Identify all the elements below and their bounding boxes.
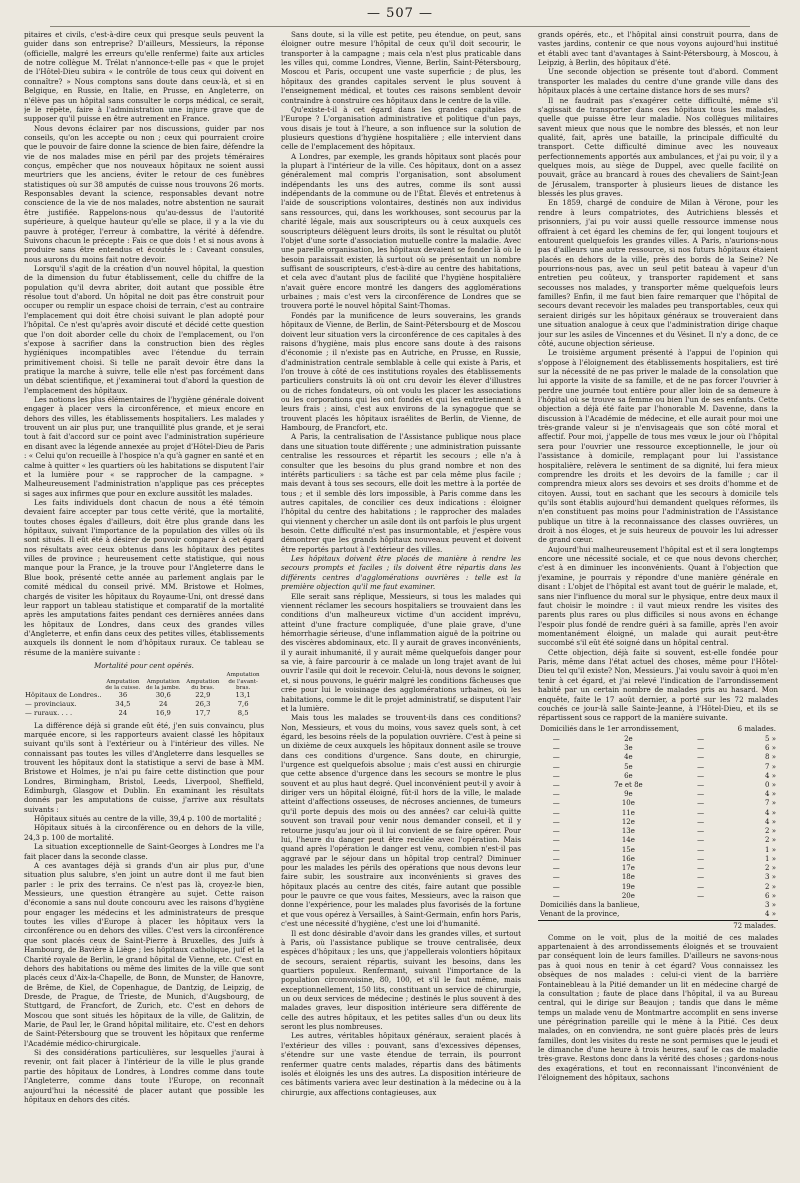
table-cell: — bbox=[697, 873, 705, 882]
table-cell: 1 » bbox=[765, 854, 776, 863]
table-cell: — bbox=[697, 753, 705, 762]
table-row bbox=[538, 772, 778, 781]
paragraph: Le troisième argument présenté à l'appui de l'opinion qui s'oppose à l'éloignement des établissements hospitaliers, est tiré sur la nécessité de ne pas priver le malade de la consolation que lui apporte la visite de sa famille, et de ne pas forcer l'ouvrier à perdre une journée tout entière pour aller loin de sa demeure à l'hôpital où se trouve sa femme ou bien l'un de ses enfants. Cette objection a déjà été faite par l'honorable M. Davenne, dans la discussion à l'Académie de médecine, et elle aurait pour moi une très-grande valeur si je n'envisageais que son côté moral et affectif. Pour moi, j'appelle de tous mes vœux le jour où l'hôpital sera pour l'ouvrier une ressource exceptionnelle, le jour où l'assistance à domicile, remplaçant pour lui l'assistance hospitalière, relèvera le sentiment de sa dignité, lui fera mieux comprendre les droits et les devoirs de la famille ; car il comprendra mieux alors ses devoirs et ses droits d'homme et de citoyen. Aussi, tout en sachant que les secours à domicile tels qu'ils sont établis aujourd'hui demandent quelques réformes, ils n'en constituent pas moins pour l'administration de l'Assistance publique un titre à la reconnaissance des classes ouvrières, un droit à nos éloges, et je suis heureux de pouvoir les lui adresser de grand cœur. bbox=[538, 348, 778, 545]
table-row bbox=[24, 700, 264, 709]
table-cell: 4 » bbox=[765, 771, 776, 780]
table-cell: — bbox=[697, 799, 705, 808]
table-cell: 34,5 bbox=[115, 699, 131, 708]
paragraph: Si des considérations particulières, sur lesquelles j'aurai à revenir, ont fait placer à l'intérieur de la ville le plus grande partie des hôpitaux de Londres, à Londres comme dans toute l'Angleterre, comme dans toute l'Europe, on reconnaît aujourd'hui la nécessité de placer autant que possible les hôpitaux en dehors des cités. bbox=[24, 1048, 264, 1104]
table-cell: — bbox=[552, 873, 560, 882]
paragraph: En 1859, chargé de conduire de Milan à Vérone, pour les rendre à leurs compatriotes, des Autrichiens blessés et prisonniers, j'ai pu voir aussi quelle ressource immense nous offraient à cet égard les chemins de fer, qui longent toujours et entourent quelquefois les grandes villes. A Paris, n'aurions-nous pas d'ailleurs une autre ressource, si nos futurs hôpitaux étaient placés en dehors de la ville, près des bords de la Seine? Ne pourrions-nous pas, avec un seul petit bateau à vapeur d'un entretien peu coûteux, y transporter rapidement et sans secousses nos malades, y transporter même quelquefois leurs familles? Enfin, il me faut bien faire remarquer que l'hôpital de secours devant recevoir les malades peu transportables, ceux qui seraient dirigés sur les hôpitaux généraux se trouveraient dans une situation analogue à ceux que l'administration dirige chaque jour sur les asiles de Vincennes et du Vésinet. Il n'y a donc, de ce côté, aucune objection sérieuse. bbox=[538, 198, 778, 348]
table-cell: 6 » bbox=[765, 744, 776, 753]
table-cell: — bbox=[697, 845, 705, 854]
table-cell: 22,9 bbox=[195, 690, 211, 699]
table-cell: — ruraux. . . . bbox=[25, 708, 73, 717]
paragraph: Mais tous les malades se trouvent-ils dans ces conditions? Non, Messieurs, et vous du moins, vous savez quels sont, à cet égard, les besoins réels de la population ouvrière. C'est à peine si un dixième de ceux auxquels les hôpitaux donnent asile se trouve dans ces conditions d'urgence. Sans doute, en chirurgie, l'urgence est quelquefois absolue ; mais c'est aussi en chirurgie que cette absence d'urgence dans les secours se montre le plus souvent et au plus haut degré. Quel inconvénient peut-il y avoir à diriger vers un hôpital éloigné, fût-il hors de la ville, le malade atteint d'affections osseuses, de nécroses anciennes, de tumeurs qu'il porte depuis des mois ou des années? car celui-là quitte souvent son travail pour venir nous demander conseil, et il y retourne jusqu'au jour où il lui convient de se faire opérer. Pour lui, l'heure du danger peut être reculée avec l'opération. Mais quand après l'opération le danger est venu, combien n'est-il pas aggravé par le séjour dans un hôpital trop central? Diminuer pour les malades les périls des opérations que nous devons leur faire subir, les soustraire aux inconvénients si graves des hôpitaux placés au centre des cités, faire autant que possible pour le pauvre ce que vous faites, Messieurs, avec la raison que donne l'expérience, pour les malades plus favorisés de la fortune et que vous opérez à Versailles, à Saint-Germain, enfin hors Paris, c'est une nécessité d'hygiène, c'est une loi d'humanité. bbox=[281, 713, 521, 929]
table-cell: — bbox=[552, 836, 560, 845]
table-cell: — bbox=[552, 808, 560, 817]
table-cell: 16,9 bbox=[155, 708, 171, 717]
mortality-table bbox=[24, 672, 264, 717]
table-cell: 5e bbox=[624, 762, 633, 771]
table-cell: 6e bbox=[624, 771, 633, 780]
table-cell: — bbox=[552, 827, 560, 836]
table-cell: — bbox=[552, 790, 560, 799]
table-cell: — bbox=[552, 799, 560, 808]
table-cell: — bbox=[697, 808, 705, 817]
table-cell: 30,6 bbox=[155, 690, 171, 699]
paragraph: pitaires et civils, c'est-à-dire ceux qui presque seuls peuvent la guider dans son entreprise? D'ailleurs, Messieurs, la réponse (officielle, malgré les erreurs qu'elle renferme) faite aux articles de notre collègue M. Trélat n'annonce-t-elle pas « que le projet de l'Hôtel-Dieu subira « le contrôle de tous ceux qui doivent en connaître? » Nous comptons sans doute dans ceux-là, et si en Belgique, en Russie, en Italie, en Prusse, en Angleterre, on n'élève pas un hôpital sans consulter le corps médical, ce serait, je le répète, faire à l'administration une injure grave que de supposer qu'il puisse en être autrement en France. bbox=[24, 30, 264, 124]
table-cell: 11e bbox=[621, 808, 635, 817]
table-cell: 7,6 bbox=[237, 699, 249, 708]
table-cell: 17,7 bbox=[195, 708, 211, 717]
page-number: — 507 — bbox=[366, 6, 434, 21]
paragraph: A ces avantages déjà si grands d'un air plus pur, d'une situation plus salubre, s'en joint un autre dont il me faut bien parler : le prix des terrains. Ce n'est pas là, croyez-le bien, Messieurs, une question étrangère au sujet. Cette raison d'économie a sans nul doute concouru avec les raisons d'hygiène pour engager les médecins et les administrateurs de presque toutes les villes d'Europe à placer les hôpitaux vers la circonférence ou en dehors des villes. C'est vers la circonférence que sont placés ceux de Saint-Pierre à Bruxelles, des Juifs à Hambourg, de Bavière à Liège ; les hôpitaux catholique, juif et la Charité royale de Berlin, le grand hôpital de Vienne, etc. C'est en dehors des habitations ou même des limites de la ville que sont placés ceux d'Aix-la-Chapelle, de Bonn, de Munster, de Hanovre, de Brême, de Kiel, de Copenhague, de Dantzig, de Leipzig, de Dresde, de Prague, de Trieste, de Munich, d'Augsbourg, de Stuttgard, de Francfort, de Zurich, etc. C'est en dehors de Moscou que sont situés les hôpitaux de la ville, de Galitzin, de Marie, de Paul Ier, le Grand hôpital militaire, etc. C'est en dehors de Saint-Pétersbourg que se trouvent les hôpitaux que renferme l'Académie médico-chirurgicale. bbox=[24, 860, 264, 1048]
table-cell: 24 bbox=[158, 699, 168, 708]
table-cell: — bbox=[697, 891, 705, 900]
paragraph: Hôpitaux situés au centre de la ville, 39,4 p. 100 de mortalité ; bbox=[34, 814, 262, 824]
paragraph: A Londres, par exemple, les grands hôpitaux sont placés pour la plupart à l'intérieur de la ville. Ces hôpitaux, dont on a assez généralement mal compris l'organisation, sont absolument indépendants les uns des autres, comme ils sont aussi indépendants de la commune ou de l'État. Élevés et entretenus à l'aide de souscriptions volontaires, destinés non aux individus sans ressources, qui, dans les workhouses, sont secourus par la charité légale, mais aux souscripteurs ou à ceux auxquels ces souscripteurs délèguent leurs droits, ils sont le résultat ou plutôt l'objet d'une sorte d'association mutuelle contre la maladie. Avec une pareille organisation, les hôpitaux devaient se fonder là où le besoin paraissait exister, là surtout où se présentait un nombre suffisant de souscripteurs, c'est-à-dire au centre des habitations, et cela avec d'autant plus de facilité que l'hygiène hospitalière n'avait guère encore montré les dangers des agglomérations urbaines ; mais c'est vers la circonférence de Londres que se trouvera porté le nouvel hôpital Saint-Thomas. bbox=[281, 151, 521, 311]
paragraph: Sans doute, si la ville est petite, peu étendue, on peut, sans éloigner outre mesure l'hôpital de ceux qu'il doit secourir, le transporter à la campagne ; mais cela n'est plus praticable dans les villes qui, comme Londres, Vienne, Berlin, Saint-Pétersbourg, Moscou et Paris, occupent une vaste superficie ; de plus, les hôpitaux des grandes capitales servent le plus souvent à l'enseignement médical, et toutes ces raisons semblent devoir contraindre à construire ces hôpitaux dans le centre de la ville. bbox=[281, 30, 521, 105]
table-cell: Domiciliés dans le 1er arrondissement, bbox=[540, 724, 680, 733]
table-row bbox=[538, 790, 778, 799]
table-cell: 16e bbox=[621, 854, 635, 863]
table-row bbox=[24, 691, 264, 700]
table-cell: — bbox=[697, 781, 705, 789]
table-row bbox=[538, 873, 778, 882]
table-cell: 6 » bbox=[765, 891, 776, 900]
paragraph: grands opérés, etc., et l'hôpital ainsi construit pourra, dans de vastes jardins, contenir ce que nous voyons aujourd'hui institué et établi avec tant d'avantages à Saint-Pétersbourg, à Moscou, à Leipzig, à Berlin, des hôpitaux d'été. bbox=[538, 30, 778, 68]
table-row bbox=[538, 901, 778, 910]
table-cell: 19e bbox=[621, 882, 635, 891]
table-header: Amputation de la jambe. bbox=[145, 678, 181, 691]
column-right bbox=[538, 30, 778, 1178]
table-cell: — bbox=[697, 734, 705, 743]
table-cell: — provinciaux. bbox=[25, 699, 77, 708]
table-title: Mortalité pour cent opérés. bbox=[94, 661, 194, 671]
paragraph: Les notions les plus élémentaires de l'hygiène générale doivent engager à placer vers la circonférence, et mieux encore en dehors des villes, les établissements hospitaliers. Les malades y trouvent un air plus pur, une tranquillité plus grande, et je serai tout à fait d'accord sur ce point avec l'administration supérieure en disant avec la légende annexée au projet d'Hôtel-Dieu de Paris : « Celui qu'on recueille à l'hospice n'a qu'à gagner en santé et en calme à quitter « les quartiers où les habitations se disputent l'air et la lumière pour « se rapprocher de la campagne. » Malheureusement l'administration n'applique pas ces préceptes si sages aux infirmes que pour en exclure aussitôt les malades. bbox=[24, 395, 264, 498]
table-cell: — bbox=[697, 836, 705, 845]
table-cell: Domiciliés dans la banlieue, bbox=[540, 901, 640, 910]
table-header-row bbox=[24, 672, 264, 690]
table-cell: — bbox=[697, 882, 705, 891]
table-cell: 4 » bbox=[765, 790, 776, 799]
paragraph: Elle serait sans réplique, Messieurs, si tous les malades qui viennent réclamer les secours hospitaliers se trouvaient dans les conditions d'un malheureux victime d'un accident imprévu, atteint d'une fracture compliquée, d'une plaie grave, d'une hémorrhagie sérieuse, d'une inflammation aiguë de la poitrine ou des viscères abdominaux, etc. Il y aurait de graves inconvénients, il y aurait inhumanité, il y aurait même quelquefois danger pour sa vie, à faire parcourir à ce malade un long trajet avant de lui ouvrir l'asile qui doit le recevoir. Celui-là, nous devons le soigner, et, si nous pouvons, le guérir malgré les conditions fâcheuses que crée pour lui le voisinage des agglomérations urbaines, où les habitations, comme le dit le projet administratif, se disputent l'air et la lumière. bbox=[281, 591, 521, 713]
table-row bbox=[538, 818, 778, 827]
table-cell: 2 » bbox=[765, 864, 776, 873]
table-cell: 4 » bbox=[765, 817, 776, 826]
table-cell: 6 malades. bbox=[737, 724, 776, 733]
table-row bbox=[538, 883, 778, 892]
table-header-row bbox=[538, 725, 778, 735]
table-cell: 36 bbox=[118, 690, 128, 699]
paragraph: Hôpitaux situés à la circonférence ou en dehors de la ville, 24,3 p. 100 de mortalité. bbox=[24, 823, 264, 842]
table-row bbox=[538, 744, 778, 753]
table-cell: 3 » bbox=[765, 901, 776, 910]
domicile-table bbox=[538, 725, 778, 931]
table-cell: — bbox=[552, 864, 560, 873]
paragraph: Fondés par la munificence de leurs souverains, les grands hôpitaux de Vienne, de Berlin, de Saint-Pétersbourg et de Moscou doivent leur situation vers la circonférence de ces capitales à des raisons d'hygiène, mais plus encore sans doute à des raisons d'économie ; il n'existe pas en Autriche, en Prusse, en Russie, d'administration centrale semblable à celle qui existe à Paris, et l'on trouve à côté de ces institutions royales des établissements particuliers construits là où ont cru devoir les élever d'illustres ou de riches fondateurs, où ont voulu les placer les associations ou les corporations qui les ont fondés et qui les entretiennent à leurs frais ; ainsi, c'est aux environs de la synagogue que se trouvent placés les hôpitaux israélites de Berlin, de Vienne, de Hambourg, de Francfort, etc. bbox=[281, 310, 521, 433]
table-row bbox=[538, 827, 778, 836]
table-cell: 8 » bbox=[765, 753, 776, 762]
paragraph: Nous devons éclairer par nos discussions, guider par nos conseils, qu'on les accepte ou non ; ceux qui pourraient croire que le pouvoir de faire donne la science de bien faire, défendre la vie de nos malades mise en péril par des projets téméraires conçus, empêcher que nos nouveaux hôpitaux ne soient aussi meurtriers que les anciens, éviter le retour de ces funèbres statistiques où sur 38 amputés de cuisse nous trouvons 26 morts. Responsables devant la science, responsables devant notre conscience de la vie de nos malades, notre abstention ne saurait être justifiée. Rappelons-nous qu'au-dessus de l'autorité supérieure, à quelque hauteur qu'elle se place, il y a la vie du pauvre à protéger, l'erreur à combattre, la vérité à défendre. Suivons chacun le précepte : Fais ce que dois ! et si nous avons à produire sans être entendus et écoutés le : Caveant consules, nous aurons du moins fait notre devoir. bbox=[24, 123, 264, 264]
table-cell: 2 » bbox=[765, 827, 776, 836]
table-row bbox=[538, 799, 778, 808]
table-cell: 13e bbox=[621, 827, 635, 836]
paragraph: Lorsqu'il s'agit de la création d'un nouvel hôpital, la question de la dimension du futur établissement, celle du chiffre de la population qu'il devra abriter, doit autant que possible être résolue tout d'abord. Un hôpital ne doit pas être construit pour occuper ou remplir un espace choisi de terrain, c'est au contraire l'emplacement qui doit être choisi suivant le plan adopté pour l'hôpital. Ce n'est qu'après avoir discuté et décidé cette question que l'on doit aborder celle du choix de l'emplacement, ou l'on s'expose à sacrifier dans la construction bien des règles hygiéniques incompatibles avec l'étendue du terrain primitivement choisi. Si telle ne paraît devoir être dans la pratique la marche à suivre, telle elle n'est pas forcément dans un débat scientifique, et j'examinerai tout d'abord la question de l'emplacement des hôpitaux. bbox=[24, 263, 264, 395]
table-row bbox=[538, 763, 778, 772]
table-cell: 24 bbox=[118, 708, 128, 717]
table-total-row bbox=[538, 920, 778, 931]
paragraph: Les hôpitaux doivent être placés de manière à rendre les secours prompts et faciles ; ils doivent être répartis dans les différents centres d'agglomérations ouvrières : telle est la première objection qu'il me faut examiner. bbox=[281, 554, 521, 592]
table-cell: 15e bbox=[621, 845, 635, 854]
table-cell: 5 » bbox=[765, 734, 776, 743]
table-row bbox=[538, 855, 778, 864]
table-cell: 0 » bbox=[765, 781, 776, 789]
table-cell: — bbox=[552, 891, 560, 900]
table-cell: — bbox=[697, 817, 705, 826]
table-cell: 2 » bbox=[765, 836, 776, 845]
table-cell: 2 » bbox=[765, 882, 776, 891]
header-rule bbox=[50, 26, 750, 27]
table-cell: — bbox=[552, 845, 560, 854]
table-cell: — bbox=[552, 817, 560, 826]
table-row bbox=[538, 846, 778, 855]
paragraph: Les autres, véritables hôpitaux généraux, seraient placés à l'extérieur des villes : pouvant, sans d'excessives dépenses, s'étendre sur une vaste étendue de terrain, ils pourront renfermer quatre cents malades, répartis dans des bâtiments isolés et éloignés les uns des autres. La disposition intérieure de ces bâtiments variera avec leur destination à la médecine ou à la chirurgie, aux affections contagieuses, aux bbox=[281, 1031, 521, 1097]
table-row bbox=[538, 781, 778, 790]
table-cell: — bbox=[552, 744, 560, 753]
table-cell: — bbox=[552, 882, 560, 891]
table-cell: 4e bbox=[624, 753, 633, 762]
paragraph: Les faits individuels dont chacun de nous a été témoin devaient faire accepter par tous cette vérité, que la mortalité, toutes choses égales d'ailleurs, doit être plus grande dans les hôpitaux, suivant l'importance de la population des villes où ils sont situés. Il eût été à désirer de pouvoir comparer à cet égard nos résultats avec ceux obtenus dans les hôpitaux des petites villes de province ; heureusement cette statistique, qui nous manque pour la France, je la trouve pour l'Angleterre dans le Blue book, présenté cette année au parlement anglais par le comité médical du conseil privé. MM. Bristowe et Holmes, chargés de visiter les hôpitaux du Royaume-Uni, ont dressé dans leur rapport un tableau statistique et comparatif de la mortalité après les amputations faites pendant ces dernières années dans les hôpitaux de Londres, dans ceux des grandes villes d'Angleterre, et enfin dans ceux des petites villes, établissements auxquels ils donnent le nom d'hôpitaux ruraux. Ce tableau se résume de la manière suivante : bbox=[24, 497, 264, 657]
paragraph: Aujourd'hui malheureusement l'hôpital est et il sera longtemps encore une nécessité sociale, et ce que nous devons chercher, c'est à en diminuer les inconvénients. Quant à l'objection que j'examine, je pourrais y répondre d'une manière générale en disant : L'objet de l'hôpital est avant tout de guérir le malade, et, sans nier l'influence du moral sur le physique, entre deux maux il faut choisir le moindre : il vaut mieux rendre les visites des parents plus rares ou plus difficiles si nous avons en échange l'espoir plus fondé de rendre guéri à sa famille, après l'en avoir momentanément éloigné, un malade qui aurait peut-être succombé s'il eût été soigné dans un hôpital central. bbox=[538, 544, 778, 648]
table-header: Amputation de la cuisse. bbox=[105, 678, 141, 691]
table-cell: 3e bbox=[624, 744, 633, 753]
table-cell: 7 » bbox=[765, 799, 776, 808]
table-cell: — bbox=[552, 771, 560, 780]
table-cell: 18e bbox=[621, 873, 635, 882]
table-row bbox=[538, 753, 778, 762]
table-cell: 3 » bbox=[765, 873, 776, 882]
column-middle bbox=[281, 30, 521, 1178]
table-total: 72 malades. bbox=[719, 920, 778, 931]
paragraph: Il ne faudrait pas s'exagérer cette difficulté, même s'il s'agissait de transporter dans ces hôpitaux tous les malades, quelle que puisse être leur maladie. Nos collègues militaires savent mieux que nous que le nombre des blessés, et non leur qualité, fait, après une bataille, la principale difficulté du transport. Cette difficulté diminue avec les nouveaux perfectionnements apportés aux ambulances, et j'ai pu voir, il y a quelques mois, au siège de Duppel, avec quelle facilité on pouvait, grâce au brancard à roues des chevaliers de Saint-Jean de Jérusalem, transporter à plusieurs lieues de distance les blessés les plus graves. bbox=[538, 95, 778, 199]
table-cell: 20e bbox=[621, 891, 635, 900]
table-cell: — bbox=[552, 753, 560, 762]
table-cell: — bbox=[697, 771, 705, 780]
table-cell: 7e et 8e bbox=[614, 781, 643, 789]
paragraph: La situation exceptionnelle de Saint-Georges à Londres me l'a fait placer dans la seconde classe. bbox=[24, 842, 264, 861]
table-header: Amputation du bras. bbox=[186, 678, 220, 691]
table-cell: 10e bbox=[621, 799, 635, 808]
paragraph: La différence déjà si grande eût été, j'en suis convaincu, plus marquée encore, si les rapporteurs avaient classé les hôpitaux suivant qu'ils sont à l'extérieur ou à l'intérieur des villes. Ne connaissant pas toutes les villes d'Angleterre dans lesquelles se trouvent les hôpitaux dont la statistique a servi de base à MM. Bristowe et Holmes, je n'ai pu faire cette distinction que pour Londres, Birmingham, Bristol, Leeds, Liverpool, Sheffield, Edimburgh, Glasgow et Dublin. En examinant les résultats donnés par les amputations de cuisse, j'arrive aux résultats suivants : bbox=[24, 720, 264, 814]
table-cell: 14e bbox=[621, 836, 635, 845]
table-cell: Venant de la province, bbox=[540, 910, 620, 919]
paragraph: Une seconde objection se présente tout d'abord. Comment transporter les malades du centre d'une grande ville dans des hôpitaux placés à une certaine distance hors de ses murs? bbox=[538, 67, 778, 96]
table-cell: 1 » bbox=[765, 845, 776, 854]
paragraph: Il est donc désirable d'avoir dans les grandes villes, et surtout à Paris, où l'assistance publique se trouve centralisée, deux espèces d'hôpitaux ; les uns, que j'appellerais volontiers hôpitaux de secours, seraient répartis, suivant les besoins, dans les quartiers populeux. Renfermant, suivant l'importance de la population circonvoisine, 80, 100, et s'il le faut même, mais exceptionnellement, 150 lits, constituant un service de chirurgie, un ou deux services de médecine ; destinés le plus souvent à des malades graves, leur disposition intérieure sera différente de celle des autres hôpitaux, et les petites salles d'un ou deux lits seront les plus nombreuses. bbox=[281, 928, 521, 1032]
paragraph: A Paris, la centralisation de l'Assistance publique nous place dans une situation toute différente ; une administration puissante centralise les ressources et répartit les secours ; elle n'a à consulter que les besoins du plus grand nombre et non des intérêts particuliers : sa tâche est par cela même plus facile ; mais devant à tous ses secours, elle doit les mettre à la portée de tous ; et il semble dès lors impossible, à Paris comme dans les autres capitales, de concilier ces deux indications : éloigner l'hôpital du centre des habitations ; le rapprocher des malades qui viennent y chercher un asile dont ils ont parfois le plus urgent besoin. Cette difficulté n'est pas insurmontable, et j'espère vous démontrer que les grands hôpitaux nouveaux peuvent et doivent être reportés partout à l'extérieur des villes. bbox=[281, 432, 521, 554]
table-row bbox=[538, 809, 778, 818]
table-cell: 26,3 bbox=[195, 699, 211, 708]
paragraph: Qu'existe-t-il à cet égard dans les grandes capitales de l'Europe ? L'organisation administrative et politique d'un pays, vous disais je tout à l'heure, a son influence sur la solution de plusieurs questions d'hygiène hospitalière ; elle intervient dans celle de l'emplacement des hôpitaux. bbox=[281, 104, 521, 152]
table-row bbox=[538, 864, 778, 873]
table-cell: — bbox=[697, 854, 705, 863]
table-cell: — bbox=[697, 864, 705, 873]
table-row bbox=[538, 910, 778, 920]
table-cell: 17e bbox=[621, 864, 635, 873]
table-cell: — bbox=[697, 790, 705, 799]
table-cell: 7 » bbox=[765, 762, 776, 771]
table-row bbox=[538, 735, 778, 744]
table-cell: — bbox=[552, 734, 560, 743]
paragraph: Comme on le voit, plus de la moitié de ces malades appartenaient à des arrondissements éloignés et se trouvaient par conséquent loin de leurs familles. D'ailleurs ne savons-nous pas à quoi nous en tenir à cet égard? Vous connaissez les obsèques de nos malades : celui-ci vient de la barrière Fontainebleau à la Pitié demander un lit en médecine chargé de la consultation ; faute de place dans l'hôpital, il va au Bureau central, qui le dirige sur Beaujon ; tandis que dans le même temps un malade venu de Montmartre accomplit en sens inverse une pérégrination pareille qui le mène à la Pitié. Ces deux malades, on en conviendra, ne sont guère placés près de leurs familles, dont les visites du reste ne sont permises que le jeudi et le dimanche d'une heure à trois heures, sauf le cas de maladie très-grave. Restons donc dans la vérité des choses ; gardons-nous des exagérations, et tout en reconnaissant l'inconvénient de l'éloignement des hôpitaux, sachons bbox=[538, 932, 778, 1083]
table-cell: — bbox=[697, 827, 705, 836]
table-header: Amputation de l'avant-bras. bbox=[226, 672, 260, 691]
table-header bbox=[24, 672, 103, 690]
table-cell: 8,5 bbox=[237, 708, 249, 717]
column-left bbox=[24, 30, 264, 1178]
table-row bbox=[538, 892, 778, 901]
table-cell: 2e bbox=[624, 734, 633, 743]
table-row bbox=[24, 709, 264, 718]
table-cell: 4 » bbox=[765, 910, 776, 919]
table-cell: — bbox=[697, 762, 705, 771]
table-cell: — bbox=[552, 781, 560, 789]
paragraph: Cette objection, déjà faite si souvent, est-elle fondée pour Paris, même dans l'état actuel des choses, même pour l'Hôtel-Dieu tel qu'il existe? Non, Messieurs. J'ai voulu savoir à quoi m'en tenir à cet égard, et j'ai relevé l'indication de l'arrondissement habité par un certain nombre de malades pris au hasard. Mon enquête, faite le 17 août dernier, a porté sur les 72 malades couchés ce jour-là salle Sainte-Jeanne, à l'Hôtel-Dieu, et ils se répartissent sous ce rapport de la manière suivante. bbox=[538, 647, 778, 723]
table-cell: 4 » bbox=[765, 808, 776, 817]
table-cell: — bbox=[552, 762, 560, 771]
table-cell: — bbox=[697, 744, 705, 753]
table-cell: — bbox=[552, 854, 560, 863]
table-cell: Hôpitaux de Londres.. bbox=[25, 690, 102, 699]
table-cell: 13,1 bbox=[235, 690, 251, 699]
table-row bbox=[538, 836, 778, 845]
table-cell: 12e bbox=[621, 817, 635, 826]
table-cell: 9e bbox=[624, 790, 633, 799]
